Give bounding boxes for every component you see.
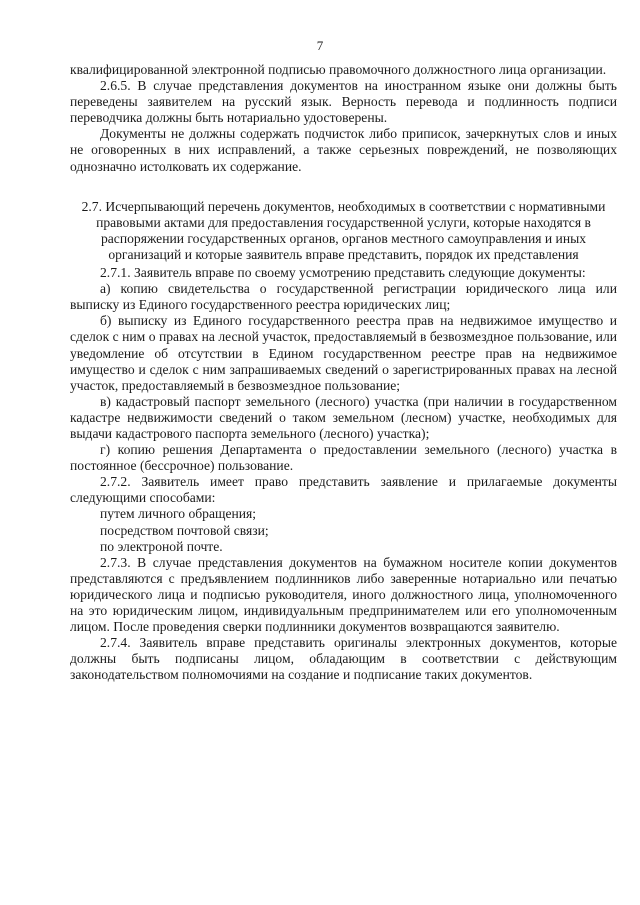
paragraph-2-7-4: 2.7.4. Заявитель вправе представить оригиналы электронных документов, которые должны быть подписаны лицом, обладающим в соответствии с действующим законодательством полномочиями на создание и подписание таких документов. xyxy=(70,635,617,683)
paragraph-2-6-5: 2.6.5. В случае представления документов на иностранном языке они должны быть переведены заявителем на русский язык. Верность перевода и подлинность подписи переводчика должны быть нотариально удостоверены. xyxy=(70,78,617,126)
paragraph-documents-requirements: Документы не должны содержать подчисток либо приписок, зачеркнутых слов и иных не оговоренных в них исправлений, а также серьезных повреждений, не позволяющих однозначно истолковать их содержание. xyxy=(70,126,617,174)
paragraph-continuation: квалифицированной электронной подписью правомочного должностного лица организации. xyxy=(70,62,607,77)
method-email: по электроной почте. xyxy=(100,538,223,554)
method-in-person: путем личного обращения; xyxy=(100,506,257,522)
page-number: 7 xyxy=(316,38,324,53)
paragraph-2-7-2: 2.7.2. Заявитель имеет право представить заявление и прилагаемые документы следующими способами: xyxy=(70,474,617,506)
section-heading-2-7: 2.7. Исчерпывающий перечень документов, необходимых в соответствии с нормативными правовыми актами для предоставления государственной услуги, которые находятся в распоряжении государственных органов, органов местного самоуправления и иных организаций и которые заявитель вправе представить, порядок их представления xyxy=(81,198,606,262)
document-body xyxy=(70,62,617,683)
list-item-a: а) копию свидетельства о государственной регистрации юридического лица или выписку из Единого государственного реестра юридических лиц; xyxy=(70,281,617,313)
section-gap xyxy=(70,175,617,189)
method-postal: посредством почтовой связи; xyxy=(100,522,269,538)
list-item-g: г) копию решения Департамента о предоставлении земельного (лесного) участка в постоянное (бессрочное) пользование. xyxy=(70,442,617,474)
paragraph-2-7-1: 2.7.1. Заявитель вправе по своему усмотрению представить следующие документы: xyxy=(100,265,586,281)
list-item-v: в) кадастровый паспорт земельного (лесного) участка (при наличии в государственном кадастре недвижимости сведений о таком земельном (лесном) участке, необходимых для выдачи кадастрового паспорта земельного (лесного) участка); xyxy=(70,393,617,441)
paragraph-2-7-3: 2.7.3. В случае представления документов на бумажном носителе копии документов представляются с предъявлением подлинников либо заверенные нотариально или печатью юридического лица и подписью руководителя, иного должностного лица, уполномоченного на это юридическим лицом, индивидуальным предпринимателем или его уполномоченным лицом. После проведения сверки подлинники документов возвращаются заявителю. xyxy=(70,554,617,635)
list-item-b: б) выписку из Единого государственного реестра прав на недвижимое имущество и сделок с ним о правах на лесной участок, предоставляемый в безвозмездное пользование, или уведомление об отсутствии в Едином государственном реестре прав на недвижимое имущество и сделок с ним запрашиваемых сведений о зарегистрированных правах на лесной участок, предоставляемый в безвозмездное пользование; xyxy=(70,313,617,393)
